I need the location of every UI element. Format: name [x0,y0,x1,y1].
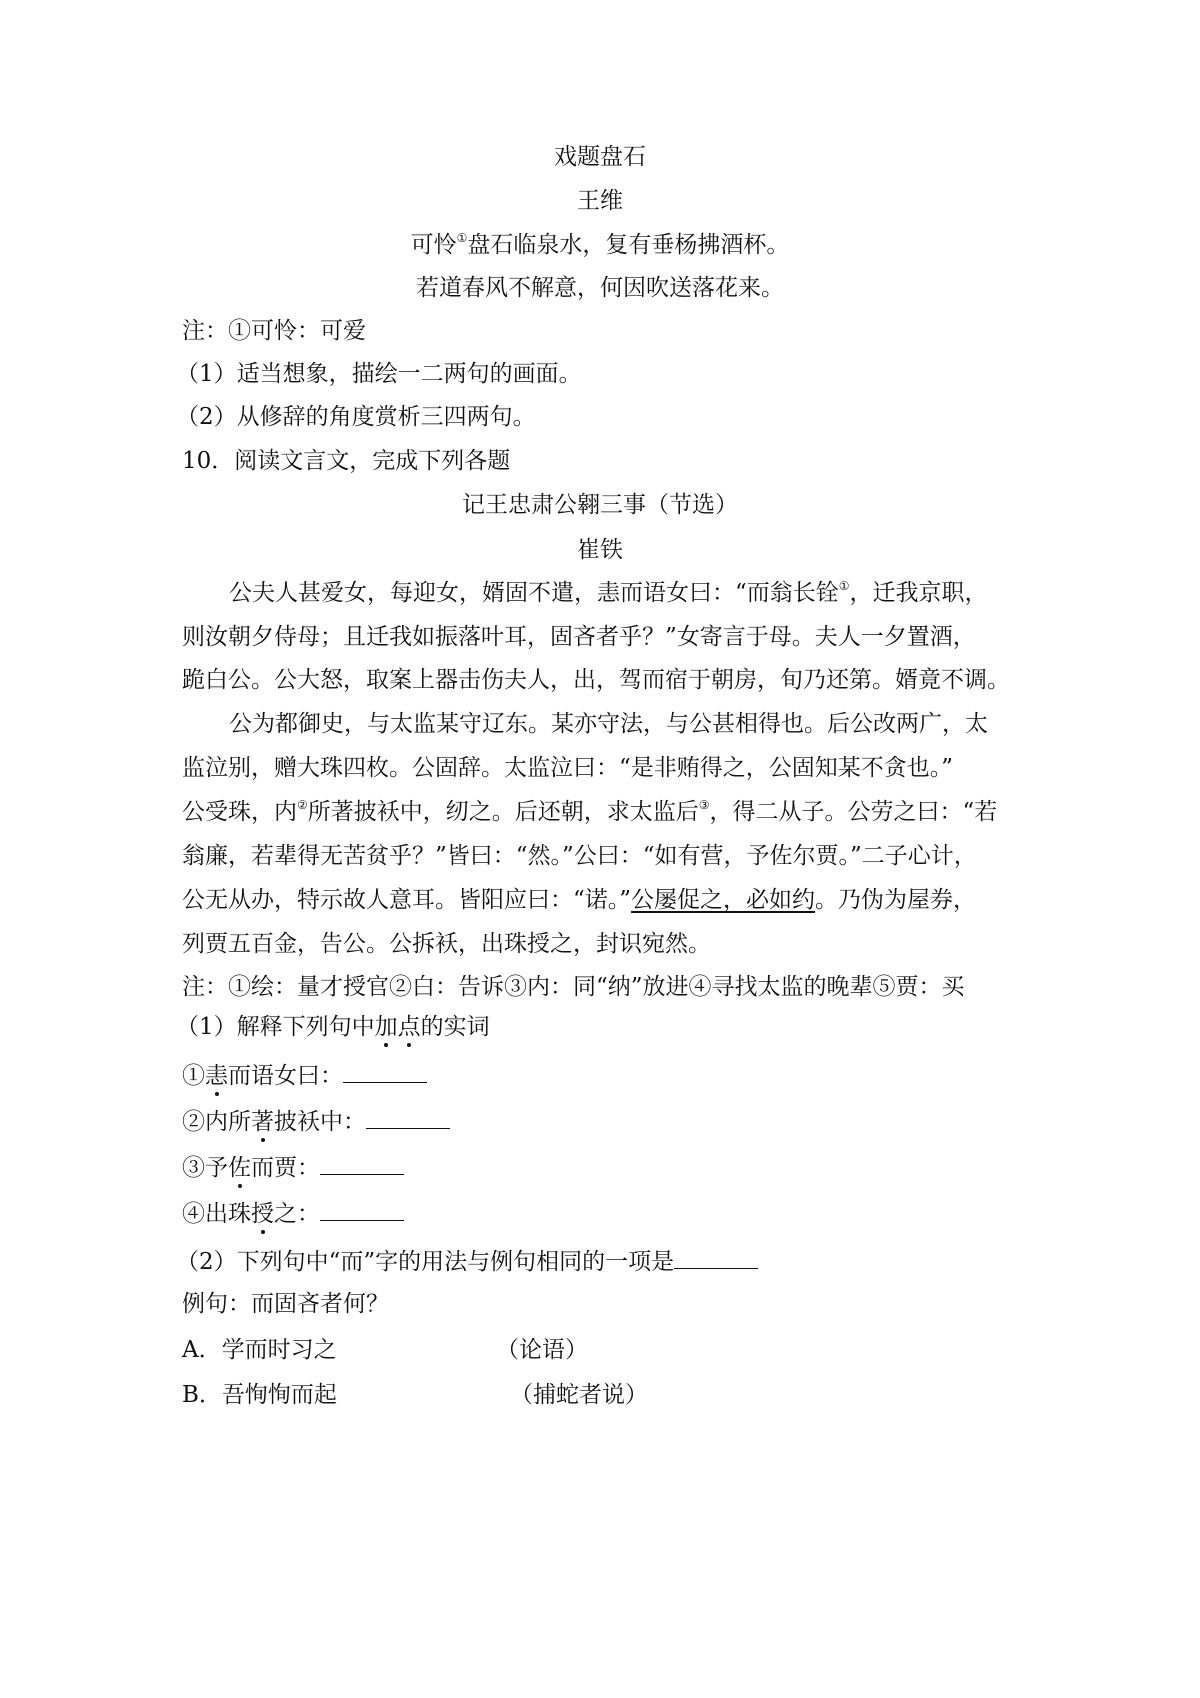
sub-question-1-item-4: ④出珠授之： [182,1196,404,1229]
option-b-source: （捕蛇者说） [510,1382,648,1408]
passage-p1-line-2: 则汝朝夕侍母；且迁我如振落叶耳，固吝者乎？”女寄言于母。夫人一夕置酒， [182,624,976,650]
sub-question-1-item-1: ①恚而语女曰： [182,1058,427,1091]
sub-question-1-item-3: ③予佐而贾： [182,1150,404,1183]
poem-question-1: （1）适当想象，描绘一二两句的画面。 [176,361,582,387]
poem-line-1: 可怜①盘石临泉水，复有垂杨拂酒杯。 [410,231,790,258]
sub-question-2-prompt: （2）下列句中“而”字的用法与例句相同的一项是 [176,1244,758,1277]
poem-note: 注：①可怜：可爱 [182,318,366,344]
passage-p2-line-4: 翁廉，若辈得无苦贫乎？”皆曰：“然。”公曰：“如有营，予佐尔贾。”二子心计， [182,843,977,869]
footnote-marker: ② [297,798,308,812]
answer-blank[interactable] [343,1058,427,1083]
option-b[interactable] [182,1380,337,1410]
passage-note: 注：①绘：量才授官②白：告诉③内：同“纳”放进④寻找太监的晚辈⑤贾：买 [182,974,965,1000]
option-letter: A． [182,1337,222,1363]
footnote-marker: ③ [698,798,710,812]
passage-p2-line-5: 公无从办，特示故人意耳。皆阳应曰：“诺。”公屡促之，必如约。乃伪为屋券， [182,887,977,913]
poem-line-2: 若道春风不解意，何因吹送落花来。 [416,275,784,301]
passage-title: 记王忠肃公翱三事（节选） [462,492,738,518]
example-sentence: 例句：而固吝者何？ [182,1291,389,1317]
answer-blank[interactable] [320,1150,404,1175]
underlined-sentence: 公屡促之，必如约 [631,887,816,913]
poem-title: 戏题盘石 [554,144,646,170]
answer-blank[interactable] [674,1244,758,1269]
passage-p2-line-2: 监泣别，赠大珠四枚。公固辞。太监泣曰：“是非贿得之，公固知某不贪也。” [182,755,954,781]
answer-blank[interactable] [366,1104,450,1129]
question-10-heading: 10．阅读文言文，完成下列各题 [182,448,511,474]
passage-p1-line-1: 公夫人甚爱女，每迎女，婿固不遣，恚而语女曰：“而翁长铨①，迁我京职， [229,579,988,606]
passage-p2-line-6: 列贾五百金，告公。公拆袄，出珠授之，封识宛然。 [182,931,711,957]
passage-p2-line-1: 公为都御史，与太监某守辽东。某亦守法，与公甚相得也。后公改两广，太 [229,711,988,737]
poem-question-2: （2）从修辞的角度赏析三四两句。 [176,404,536,430]
answer-blank[interactable] [320,1196,404,1221]
poem-author: 王维 [577,188,623,214]
sub-question-1-prompt: （1）解释下列句中加点的实词 [176,1014,490,1040]
passage-author: 崔铁 [577,537,623,563]
passage-p1-line-3: 跪白公。公大怒，取案上器击伤夫人，出，驾而宿于朝房，旬乃还第。婿竟不调。 [182,667,1010,693]
sub-question-1-item-2: ②内所著披袄中： [182,1104,450,1137]
option-letter: B． [182,1382,222,1408]
passage-p2-line-3: 公受珠，内②所著披袄中，纫之。后还朝，求太监后③，得二从子。公劳之曰：“若 [182,798,998,825]
option-a[interactable] [182,1335,337,1365]
option-text: 吾恂恂而起 [221,1382,337,1408]
footnote-marker: ① [456,231,468,245]
footnote-marker: ① [838,579,850,593]
option-text: 学而时习之 [221,1337,337,1363]
option-a-source: （论语） [496,1337,588,1363]
